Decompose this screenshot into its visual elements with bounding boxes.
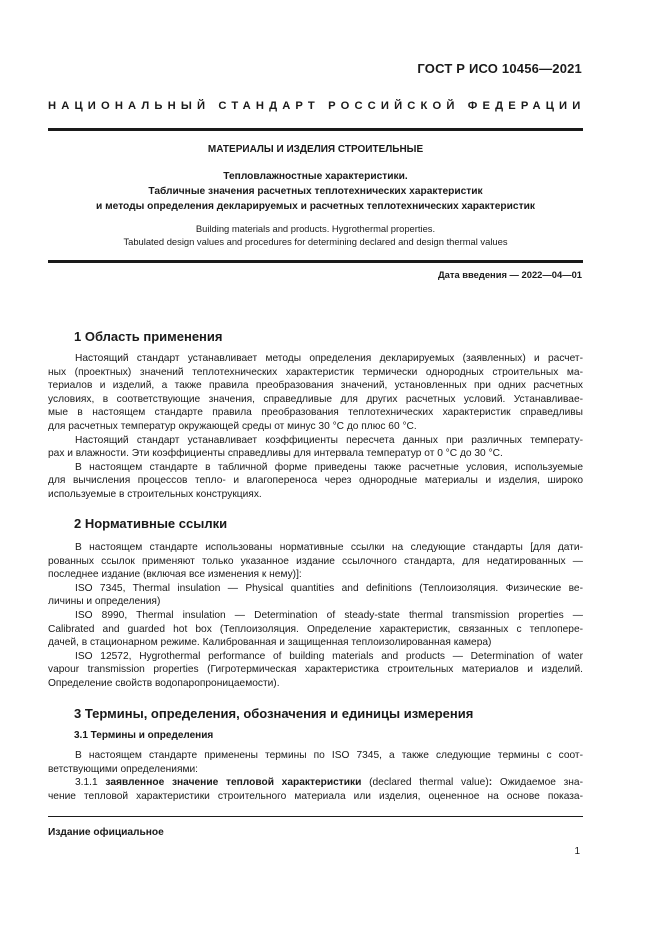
document-code: ГОСТ Р ИСО 10456—2021	[417, 61, 582, 76]
text-line: В настоящем стандарте использованы нормативные ссылки на следующие стандарты [для дати-	[75, 542, 583, 553]
text-line: личины и определения)	[48, 596, 161, 608]
text-line: ISO 7345, Thermal insulation — Physical quantities and definitions (Теплоизоляция. Физические ве-	[75, 582, 583, 594]
text-line: vapour transmission properties (Гигротермическая характеристика строительных материалов и изделий.	[48, 664, 583, 676]
text-line: Calibrated and guarded hot box (Теплоизоляция. Определение характеристик, связанных с теплопере-	[48, 623, 583, 635]
text-line: Определение свойств водопаропроницаемости).	[48, 677, 280, 689]
section-3-heading: 3 Термины, определения, обозначения и единицы измерения	[74, 706, 474, 721]
text-line: условиях, в соответствующие значения, справедливые для других расчетных условий. Устанавливае-	[48, 393, 583, 405]
text-line: рованных ссылок применяют только указанное издание ссылочного стандарта, для недатированных —	[48, 555, 583, 567]
footer-rule	[48, 816, 583, 817]
section-2-heading: 2 Нормативные ссылки	[74, 516, 228, 531]
standard-title: МАТЕРИАЛЫ И ИЗДЕЛИЯ СТРОИТЕЛЬНЫЕ	[207, 144, 424, 155]
subtitle-line: Табличные значения расчетных теплотехнических характеристик	[148, 186, 483, 197]
official-edition-label: Издание официальное	[48, 827, 164, 838]
text-line: дачей, в стационарном режиме. Калиброванная и защищенная теплоизолированная камера)	[48, 637, 492, 649]
text-line: ных (проектных) значений теплотехнических характеристик термически однородных строительных ма-	[48, 366, 583, 378]
english-title	[48, 222, 583, 248]
text-line: Настоящий стандарт устанавливает методы определения декларируемых (заявленных) и расчет-	[75, 353, 583, 364]
term-line	[48, 776, 583, 790]
section-3-paragraph	[48, 749, 583, 803]
national-standard-heading: НАЦИОНАЛЬНЫЙ СТАНДАРТ РОССИЙСКОЙ ФЕДЕРАЦИИ	[48, 100, 586, 112]
introduction-date: Дата введения — 2022—04—01	[437, 269, 582, 280]
header-rule	[48, 128, 583, 131]
term-name: заявленное значение тепловой характеристики	[105, 777, 362, 789]
term-definition-start: Ожидаемое зна-	[499, 777, 583, 789]
text-line: ISO 8990, Thermal insulation — Determination of steady-state thermal transmission properties —	[75, 609, 583, 621]
subtitle-line: Тепловлажностные характеристики.	[223, 171, 408, 182]
english-title-line: Building materials and products. Hygrothermal properties.	[195, 223, 436, 234]
text-line: последнее издание (включая все изменения к нему)]:	[48, 569, 302, 581]
subtitle-line: и методы определения декларируемых и расчетных теплотехнических характеристик	[96, 201, 535, 212]
text-line: для вычисления процессов тепло- и влагопереноса через однородные материалы и изделия, широко	[48, 475, 583, 487]
page-number: 1	[574, 846, 580, 857]
text-line: териалов и изделий, а также правила преобразования значений, установленных при одних расчетных	[48, 380, 583, 392]
title-rule	[48, 260, 583, 263]
text-line: чение тепловой характеристики строительного материала или изделия, оцененное на основе показа-	[48, 790, 583, 802]
term-colon: :	[488, 777, 493, 789]
text-line: рах и влажности. Эти коэффициенты справедливы для интервала температур от 0 °С до 30 °С.	[48, 448, 503, 460]
text-line: для расчетных температур окружающей среды от минус 30 °С до плюс 60 °С.	[48, 420, 417, 432]
text-line: Настоящий стандарт устанавливает коэффициенты пересчета данных при различных температу-	[75, 434, 583, 446]
text-line: ветствующими определениями:	[48, 763, 198, 775]
term-number: 3.1.1	[75, 777, 98, 789]
standard-subtitle	[48, 169, 583, 214]
text-line: мые в настоящем стандарте правила преобразования теплотехнических характеристик справедливы	[48, 407, 583, 419]
section-1-heading: 1 Область применения	[74, 329, 223, 344]
text-line: используемые в строительных конструкциях.	[48, 488, 262, 500]
english-title-line: Tabulated design values and procedures for determining declared and design thermal values	[123, 236, 508, 247]
section-2-paragraph	[48, 541, 583, 691]
text-line: ISO 12572, Hygrothermal performance of building materials and products — Determination of water	[75, 650, 583, 662]
text-line: В настоящем стандарте в табличной форме приведены также расчетные условия, используемые	[75, 461, 583, 473]
subsection-3-1-heading: 3.1 Термины и определения	[74, 730, 214, 741]
term-english: (declared thermal value)	[369, 777, 489, 789]
section-1-paragraph	[48, 352, 583, 502]
text-line: В настоящем стандарте применены термины по ISO 7345, а также следующие термины с соот-	[75, 750, 583, 761]
